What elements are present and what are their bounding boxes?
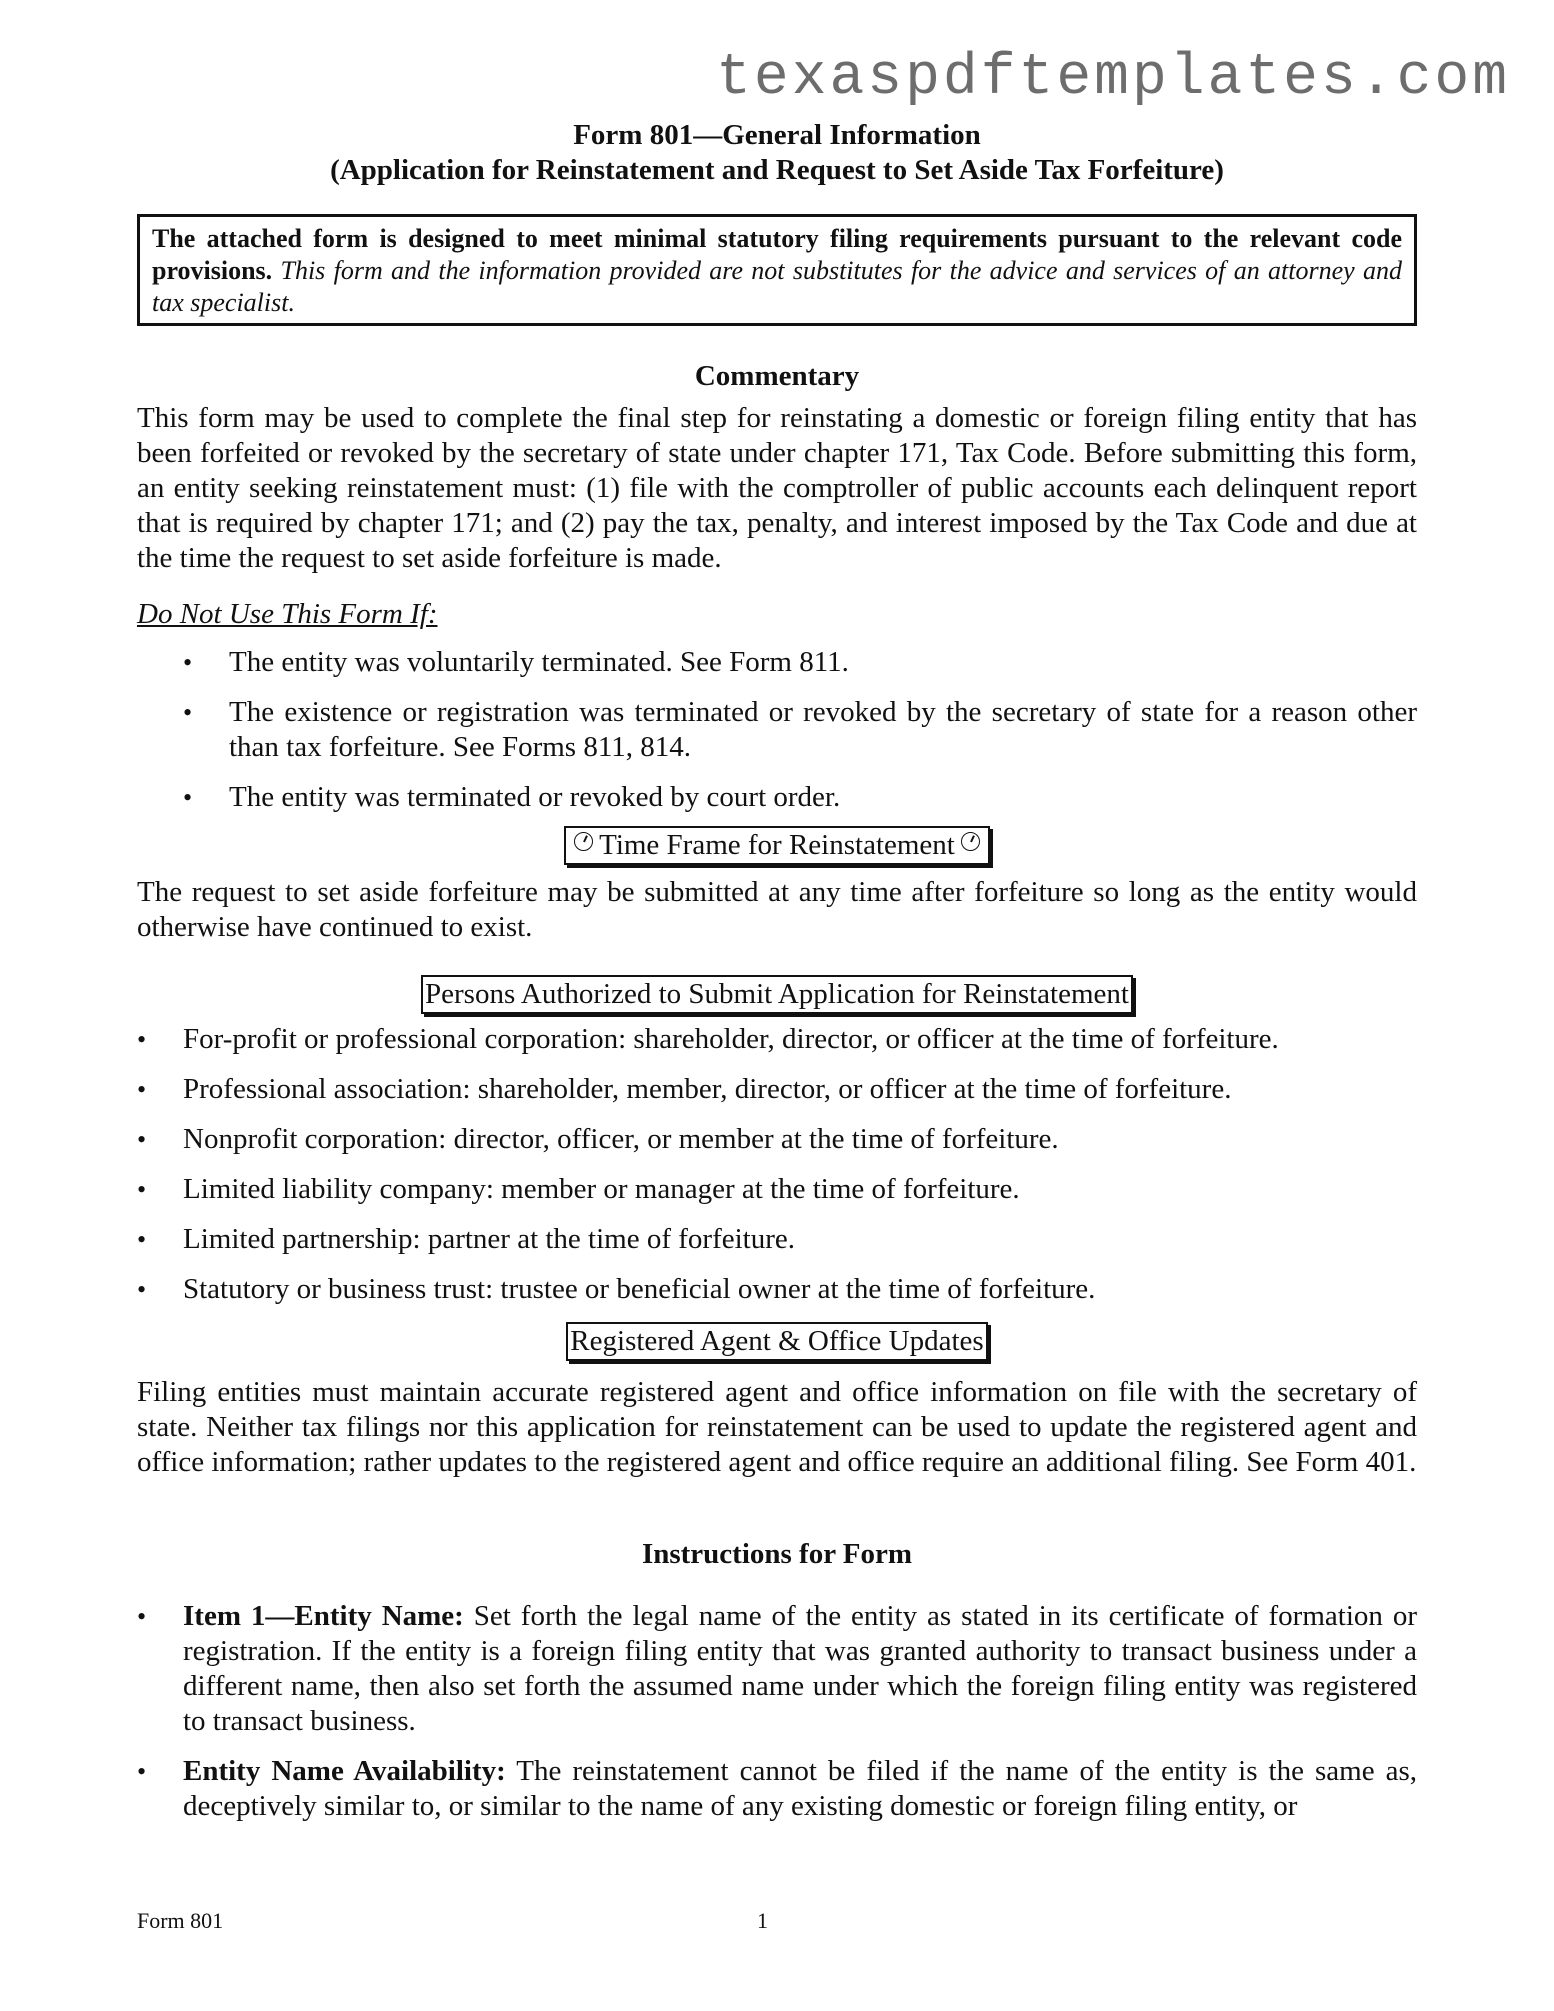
list-item: • For-profit or professional corporation: shareholder, director, or officer at the time of forfeiture. (137, 1022, 1417, 1057)
disclaimer-bold: The attached form is designed to meet minimal statutory filing requirements pursuant to the relevant code provisions. (152, 224, 1402, 285)
do-not-use-list (137, 645, 1417, 815)
time-frame-heading: Time Frame for Reinstatement (599, 829, 955, 861)
disclaimer-italic: This form and the information provided are not substitutes for the advice and services of an attorney and tax specialist. (152, 256, 1402, 317)
clock-icon (961, 832, 980, 851)
commentary-heading: Commentary (694, 360, 860, 392)
form-title-line2: (Application for Reinstatement and Request to Set Aside Tax Forfeiture) (330, 154, 1224, 186)
list-item: • The existence or registration was terminated or revoked by the secretary of state for a reason other than tax forfeiture. See Forms 811, 814. (183, 695, 1417, 765)
disclaimer-box (137, 214, 1417, 326)
list-item: • Professional association: shareholder, member, director, or officer at the time of forfeiture. (137, 1072, 1417, 1107)
list-item: • The entity was terminated or revoked by court order. (183, 780, 1417, 815)
list-item: • The entity was voluntarily terminated. See Form 811. (183, 645, 1417, 680)
clock-icon (574, 832, 593, 851)
registered-agent-heading: Registered Agent & Office Updates (566, 1322, 987, 1361)
footer-form-label: Form 801 (137, 1908, 224, 1933)
instruction-text: The reinstatement cannot be filed if the name of the entity is the same as, deceptively similar to, or similar to the name of any existing domestic or foreign filing entity, or (183, 1755, 1417, 1822)
persons-heading: Persons Authorized to Submit Application for Reinstatement (421, 975, 1133, 1014)
instruction-label: Item 1—Entity Name: (183, 1600, 464, 1632)
instruction-text: Set forth the legal name of the entity as stated in its certificate of formation or registration. If the entity is a foreign filing entity that was granted authority to transact business under a different name, then also set forth the assumed name under which the foreign filing entity was registered to transact business. (183, 1600, 1417, 1737)
list-item: • Limited liability company: member or manager at the time of forfeiture. (137, 1172, 1417, 1207)
form-title-line1: Form 801—General Information (573, 119, 981, 151)
instructions-list (137, 1599, 1417, 1824)
list-item (137, 1599, 1417, 1739)
list-item: • Statutory or business trust: trustee or beneficial owner at the time of forfeiture. (137, 1272, 1417, 1307)
instruction-label: Entity Name Availability: (183, 1755, 506, 1787)
list-item: • Limited partnership: partner at the time of forfeiture. (137, 1222, 1417, 1257)
instructions-heading: Instructions for Form (641, 1538, 913, 1570)
form-title (137, 118, 1417, 188)
document-page (137, 118, 1417, 1839)
watermark: texaspdftemplates.com (716, 46, 1510, 111)
commentary-paragraph: This form may be used to complete the final step for reinstating a domestic or foreign filing entity that has been forfeited or revoked by the secretary of state under chapter 171, Tax Code. Before submitting this form, an entity seeking reinstatement must: (1) file with the comptroller of public accounts each delinquent report that is required by chapter 171; and (2) pay the tax, penalty, and interest imposed by the Tax Code and due at the time the request to set aside forfeiture is made. (137, 402, 1417, 574)
list-item: • Nonprofit corporation: director, officer, or member at the time of forfeiture. (137, 1122, 1417, 1157)
list-item (137, 1754, 1417, 1824)
do-not-use-heading: Do Not Use This Form If: (137, 598, 438, 630)
persons-list (137, 1022, 1417, 1307)
time-frame-heading-box (564, 826, 990, 865)
page-number: 1 (757, 1908, 768, 1933)
time-frame-paragraph: The request to set aside forfeiture may be submitted at any time after forfeiture so long as the entity would otherwise have continued to exist. (137, 876, 1417, 943)
registered-agent-paragraph: Filing entities must maintain accurate registered agent and office information on file with the secretary of state. Neither tax filings nor this application for reinstatement can be used to update the registered agent and office information; rather updates to the registered agent and office require an additional filing. See Form 401. (137, 1376, 1417, 1478)
